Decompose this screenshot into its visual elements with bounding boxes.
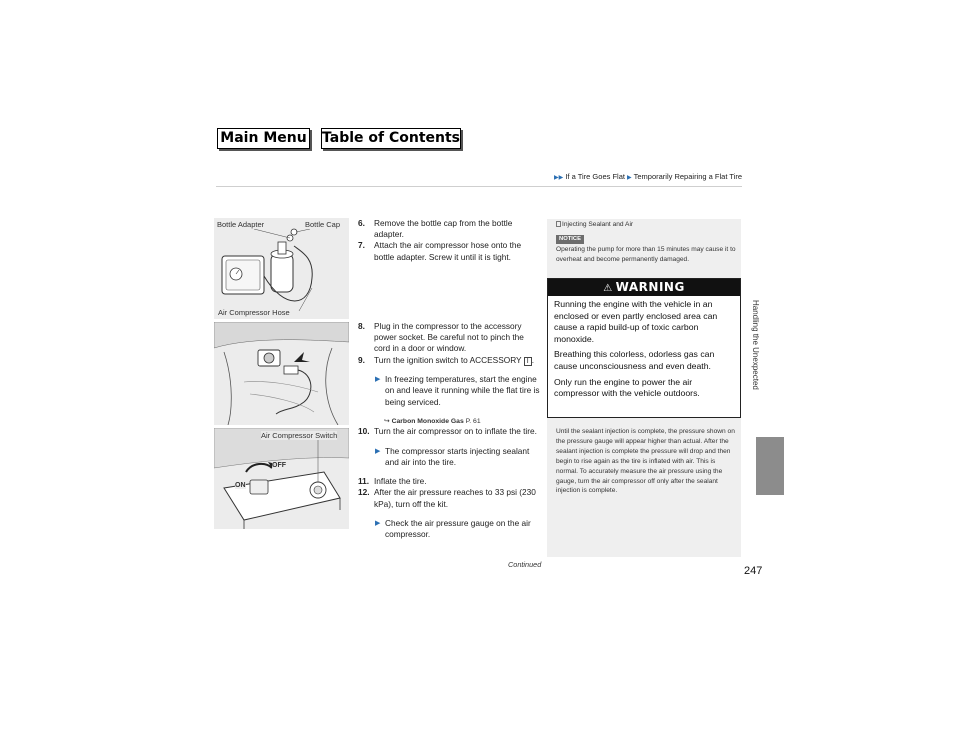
breadcrumb-arrow-icon: ▶ (627, 175, 632, 181)
warning-box (547, 278, 741, 418)
step-6 (358, 218, 540, 240)
step-12 (358, 487, 540, 509)
steps-8-9 (358, 321, 540, 427)
step-text: Turn the ignition switch to ACCESSORY (374, 354, 522, 365)
reference-title: Carbon Monoxide Gas (391, 418, 464, 426)
step-12-note (358, 518, 540, 540)
note-icon (556, 221, 561, 227)
page-number: 247 (744, 565, 763, 577)
notice-badge: NOTICE (556, 235, 584, 244)
note-text: Check the air pressure gauge on the air compressor. (385, 518, 531, 540)
label-off: OFF (272, 462, 286, 469)
main-menu-button[interactable]: Main Menu (217, 128, 310, 149)
warning-paragraph: Only run the engine to power the air compressor with the vehicle outdoors. (554, 376, 700, 399)
label-bottle-adapter: Bottle Adapter (217, 220, 265, 229)
label-compressor-switch: Air Compressor Switch (261, 431, 338, 440)
step-number: 9. (358, 354, 365, 365)
step-text: Plug in the compressor to the accessory power socket. Be careful not to pinch the cord in a door or window. (374, 321, 524, 354)
step-9-note (358, 374, 540, 408)
step-8 (358, 321, 540, 355)
step-text: Inflate the tire. (374, 476, 427, 487)
header-divider (216, 186, 742, 187)
label-on: ON (235, 482, 246, 489)
breadcrumb-part-2: Temporarily Repairing a Flat Tire (633, 172, 742, 181)
compressor-bottle-illustration (214, 218, 349, 319)
breadcrumb-arrow-icon: ▶▶ (554, 175, 564, 181)
steps-6-7 (358, 218, 540, 263)
label-bottle-cap: Bottle Cap (305, 220, 341, 229)
note-arrow-icon: ▶ (375, 376, 381, 384)
sidebar-header-text: Injecting Sealant and Air (562, 221, 634, 228)
step-9 (358, 355, 540, 366)
label-compressor-hose: Air Compressor Hose (218, 308, 290, 317)
warning-icon: ⚠ (603, 283, 613, 294)
ignition-position-icon: I (524, 357, 532, 366)
warning-body (548, 296, 740, 400)
step-11 (358, 476, 540, 487)
step-number: 10. (358, 426, 370, 436)
power-socket-illustration (214, 322, 349, 425)
continued-label: Continued (508, 560, 542, 569)
breadcrumb-part-1: If a Tire Goes Flat (565, 172, 625, 181)
note-text: In freezing temperatures, start the engine on and leave it running while the flat tire is being serviced. (385, 374, 540, 407)
figure-bottle-adapter (214, 218, 349, 319)
section-tab-marker (756, 437, 784, 495)
reference-page: P. 61 (465, 418, 481, 426)
sidebar-header (556, 221, 633, 228)
warning-paragraph: Running the engine with the vehicle in an enclosed or even partly enclosed area can cause a rapid build-up of toxic carbon monoxide. (554, 299, 718, 344)
step-number: 12. (358, 487, 370, 498)
warning-paragraph: Breathing this colorless, odorless gas can cause unconsciousness and even death. (554, 349, 715, 371)
figure-power-socket (214, 322, 349, 425)
notice-text: Operating the pump for more than 15 minutes may cause it to overheat and become permanently damaged. (556, 246, 736, 263)
step-number: 7. (358, 240, 365, 251)
steps-10-12 (358, 426, 540, 549)
note-arrow-icon: ▶ (375, 447, 381, 455)
reference-icon: ↪ (384, 418, 390, 426)
table-of-contents-button[interactable]: Table of Contents (321, 128, 461, 149)
section-tab-label: Handling the Unexpected (751, 300, 760, 390)
compressor-switch-illustration (214, 428, 349, 529)
warning-title: WARNING (615, 280, 685, 294)
step-text: Turn the air compressor on to inflate the tire. (374, 426, 537, 436)
warning-header (548, 279, 740, 296)
step-number: 8. (358, 321, 365, 331)
step-10-note (358, 446, 540, 468)
step-text: After the air pressure reaches to 33 psi (230 kPa), turn off the kit. (374, 487, 536, 509)
note-text: The compressor starts injecting sealant and air into the tire. (385, 445, 530, 467)
step-text: Remove the bottle cap from the bottle adapter. (374, 218, 513, 240)
figure-compressor-switch (214, 428, 349, 529)
note-arrow-icon: ▶ (375, 520, 381, 528)
step-10 (358, 426, 540, 437)
breadcrumb (554, 172, 742, 181)
sidebar-body-text: Until the sealant injection is complete, the pressure shown on the pressure gauge will appear higher than actual. After the sealant injection is complete the pressure will drop and then begin to rise again as the tire is inflated with air. This is normal. To accurately measure the air pressure using the gauge, turn the air compressor off only after the sealant injection is complete. (556, 428, 735, 495)
step-7 (358, 240, 540, 262)
step-text: Attach the air compressor hose onto the bottle adapter. Screw it until it is tight. (374, 240, 522, 262)
step-number: 6. (358, 218, 365, 228)
step-text-end: . (531, 354, 535, 365)
step-number: 11. (358, 476, 370, 487)
